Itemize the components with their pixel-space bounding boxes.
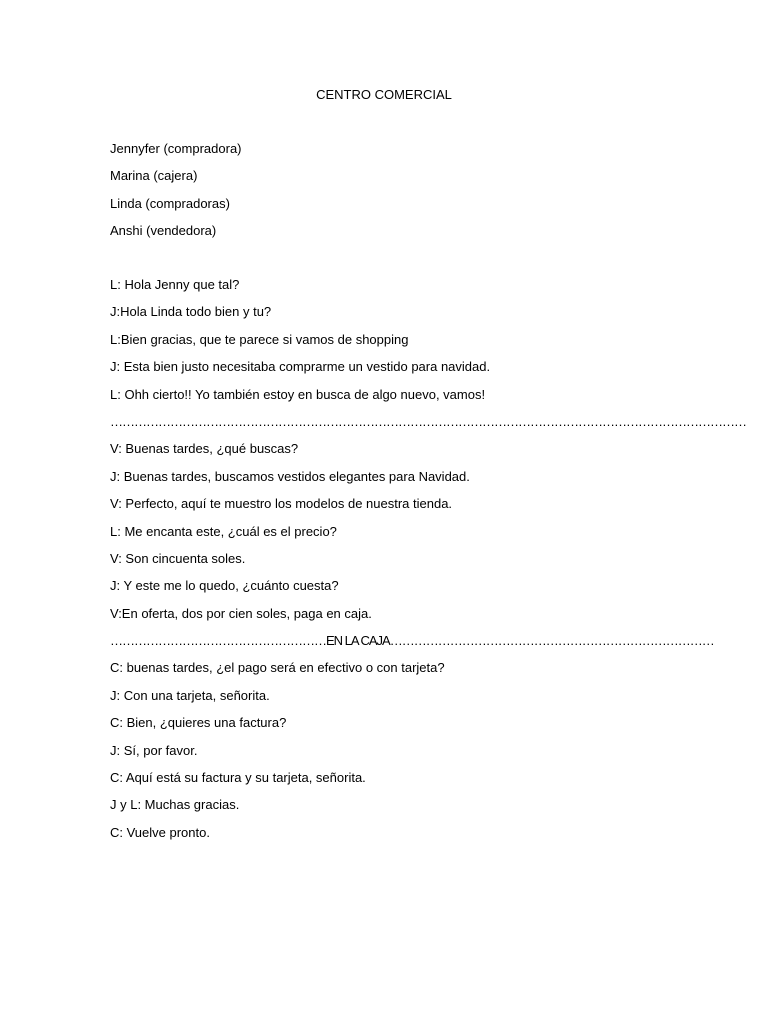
dialogue-line: V:En oferta, dos por cien soles, paga en caja.: [110, 606, 372, 621]
dialogue-line: J y L: Muchas gracias.: [110, 797, 240, 812]
character-item: Marina (cajera): [110, 168, 198, 183]
dialogue-line: V: Buenas tardes, ¿qué buscas?: [110, 441, 299, 456]
dialogue-line: L: Hola Jenny que tal?: [110, 277, 240, 292]
dialogue-line: C: buenas tardes, ¿el pago será en efectivo o con tarjeta?: [110, 660, 445, 675]
dialogue-line: J:Hola Linda todo bien y tu?: [110, 304, 272, 319]
dialogue-line: J: Y este me lo quedo, ¿cuánto cuesta?: [110, 578, 339, 593]
dialogue-line: V: Son cincuenta soles.: [110, 551, 246, 566]
dialogue-line: L: Me encanta este, ¿cuál es el precio?: [110, 524, 337, 539]
dialogue-line: J: Con una tarjeta, señorita.: [110, 688, 270, 703]
character-item: Anshi (vendedora): [110, 223, 217, 238]
dialogue-line: C: Vuelve pronto.: [110, 825, 210, 840]
character-item: Linda (compradoras): [110, 196, 230, 211]
dialogue-line: C: Bien, ¿quieres una factura?: [110, 715, 287, 730]
section-divider: ………………………………………………EN LA CAJA………………………………………………………………………: [110, 633, 714, 648]
dialogue-line: J: Esta bien justo necesitaba comprarme un vestido para navidad.: [110, 359, 491, 374]
dialogue-line: L: Ohh cierto!! Yo también estoy en busca de algo nuevo, vamos!: [110, 387, 486, 402]
dialogue-line: V: Perfecto, aquí te muestro los modelos de nuestra tienda.: [110, 496, 453, 511]
dialogue-line: J: Sí, por favor.: [110, 743, 198, 758]
dialogue-line: J: Buenas tardes, buscamos vestidos elegantes para Navidad.: [110, 469, 470, 484]
dialogue-line: L:Bien gracias, que te parece si vamos de shopping: [110, 332, 409, 347]
dialogue-line: C: Aquí está su factura y su tarjeta, señorita.: [110, 770, 366, 785]
document-title: CENTRO COMERCIAL: [316, 87, 452, 102]
section-divider: ……………………………………………………………………………………………………………………………………………: [110, 414, 746, 429]
character-item: Jennyfer (compradora): [110, 141, 242, 156]
